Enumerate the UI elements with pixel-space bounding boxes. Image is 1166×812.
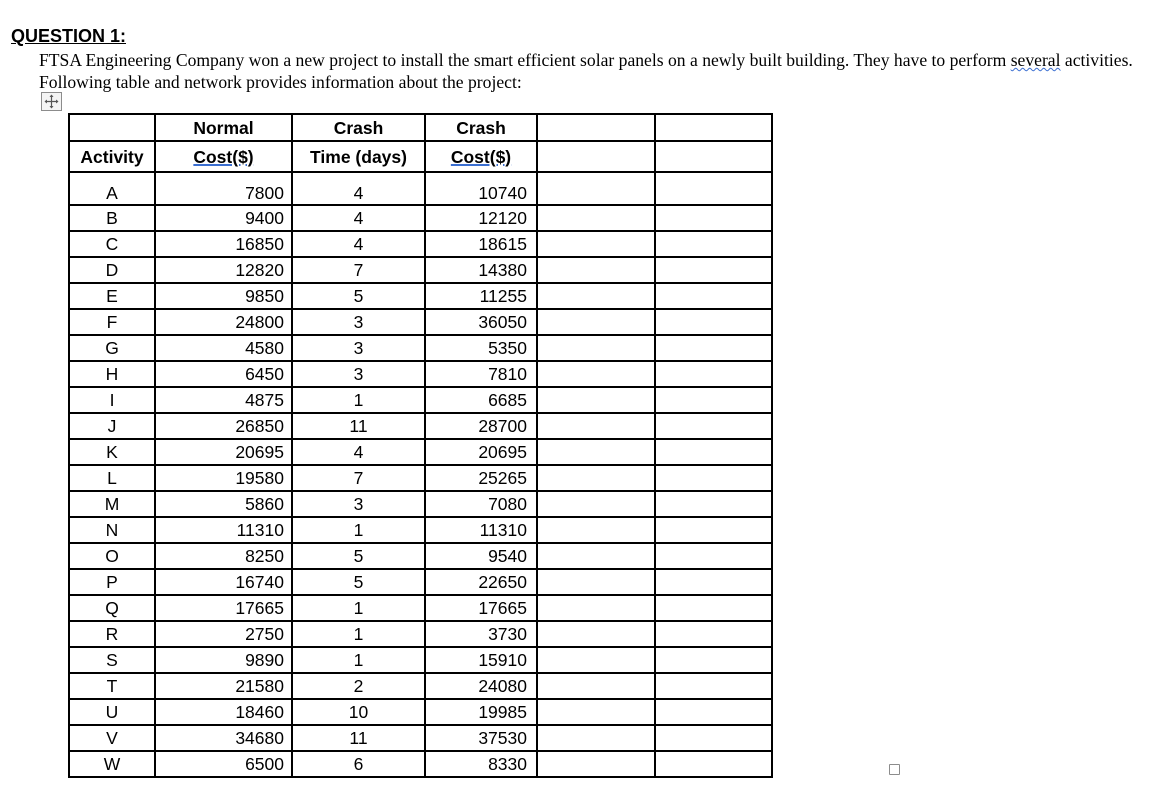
crash-time-cell: 1 — [292, 517, 425, 543]
header-crash-cost-label — [425, 141, 537, 172]
empty-cell — [537, 595, 655, 621]
table-row — [69, 439, 772, 465]
crash-cost-cell: 8330 — [425, 751, 537, 777]
empty-cell — [537, 517, 655, 543]
normal-cost-label: Cost($) — [193, 146, 254, 167]
crash-cost-cell: 12120 — [425, 205, 537, 231]
move-arrows-icon — [44, 94, 59, 109]
empty-cell — [655, 387, 772, 413]
question-text-part2: activities. Following table and network provides information about the project: — [39, 50, 1133, 92]
activity-cell: W — [69, 751, 155, 777]
empty-cell — [655, 751, 772, 777]
empty-cell — [537, 647, 655, 673]
crash-time-cell: 11 — [292, 725, 425, 751]
crash-time-cell: 5 — [292, 543, 425, 569]
empty-cell — [655, 172, 772, 205]
empty-cell — [655, 257, 772, 283]
crash-time-cell: 4 — [292, 439, 425, 465]
table-row — [69, 172, 772, 205]
normal-cost-cell: 19580 — [155, 465, 292, 491]
empty-cell — [537, 309, 655, 335]
normal-cost-cell: 16850 — [155, 231, 292, 257]
header-crash-cost: Crash — [425, 114, 537, 141]
activity-cell: G — [69, 335, 155, 361]
activity-cell: T — [69, 673, 155, 699]
table-row — [69, 257, 772, 283]
crash-cost-cell: 9540 — [425, 543, 537, 569]
activity-cell: P — [69, 569, 155, 595]
crash-cost-cell: 18615 — [425, 231, 537, 257]
normal-cost-cell: 16740 — [155, 569, 292, 595]
crash-cost-cell: 11310 — [425, 517, 537, 543]
crash-time-cell: 7 — [292, 257, 425, 283]
normal-cost-cell: 8250 — [155, 543, 292, 569]
activity-cell: L — [69, 465, 155, 491]
normal-cost-cell: 9400 — [155, 205, 292, 231]
table-row — [69, 543, 772, 569]
empty-cell — [537, 491, 655, 517]
crash-time-cell: 3 — [292, 361, 425, 387]
empty-cell — [537, 283, 655, 309]
empty-cell — [655, 439, 772, 465]
crash-cost-cell: 22650 — [425, 569, 537, 595]
empty-cell — [537, 673, 655, 699]
activity-cell: C — [69, 231, 155, 257]
normal-cost-cell: 20695 — [155, 439, 292, 465]
header-empty-col6 — [655, 114, 772, 141]
activity-cell: N — [69, 517, 155, 543]
header-normal: Normal — [155, 114, 292, 141]
table-row — [69, 387, 772, 413]
normal-cost-cell: 12820 — [155, 257, 292, 283]
normal-cost-cell: 4875 — [155, 387, 292, 413]
table-row — [69, 673, 772, 699]
header-row-2 — [69, 141, 772, 172]
empty-cell — [655, 699, 772, 725]
crash-time-cell: 4 — [292, 172, 425, 205]
empty-cell — [655, 543, 772, 569]
crash-time-cell: 4 — [292, 231, 425, 257]
table-row — [69, 491, 772, 517]
activity-cell: K — [69, 439, 155, 465]
crash-cost-cell: 3730 — [425, 621, 537, 647]
activity-cell: S — [69, 647, 155, 673]
header-normal-cost — [155, 141, 292, 172]
normal-cost-cell: 34680 — [155, 725, 292, 751]
header-empty-col6 — [655, 141, 772, 172]
question-title: QUESTION 1: — [11, 26, 127, 46]
empty-cell — [537, 543, 655, 569]
empty-cell — [537, 439, 655, 465]
crash-time-cell: 10 — [292, 699, 425, 725]
table-row — [69, 699, 772, 725]
empty-cell — [655, 205, 772, 231]
table-row — [69, 231, 772, 257]
table-row — [69, 413, 772, 439]
activity-cell: F — [69, 309, 155, 335]
empty-cell — [655, 465, 772, 491]
empty-cell — [537, 725, 655, 751]
activity-cell: D — [69, 257, 155, 283]
activity-cell: E — [69, 283, 155, 309]
normal-cost-cell: 6500 — [155, 751, 292, 777]
table-row — [69, 361, 772, 387]
crash-time-cell: 1 — [292, 387, 425, 413]
crash-cost-label: Cost($) — [450, 146, 512, 167]
crash-cost-cell: 7810 — [425, 361, 537, 387]
crash-time-cell: 4 — [292, 205, 425, 231]
crash-time-cell: 1 — [292, 595, 425, 621]
empty-cell — [655, 361, 772, 387]
empty-cell — [655, 621, 772, 647]
empty-cell — [537, 465, 655, 491]
activity-cell: A — [69, 172, 155, 205]
empty-cell — [655, 413, 772, 439]
activity-cell: U — [69, 699, 155, 725]
crash-time-cell: 11 — [292, 413, 425, 439]
empty-cell — [655, 517, 772, 543]
table-row — [69, 595, 772, 621]
empty-cell — [537, 257, 655, 283]
empty-cell — [655, 647, 772, 673]
empty-cell — [655, 569, 772, 595]
table-row — [69, 725, 772, 751]
crash-time-cell: 5 — [292, 283, 425, 309]
crash-cost-cell: 14380 — [425, 257, 537, 283]
question-text — [39, 49, 1154, 93]
table-resize-handle-icon[interactable] — [889, 764, 900, 775]
crash-cost-cell: 5350 — [425, 335, 537, 361]
header-empty-col5 — [537, 141, 655, 172]
empty-cell — [537, 361, 655, 387]
normal-cost-cell: 6450 — [155, 361, 292, 387]
empty-cell — [655, 309, 772, 335]
normal-cost-cell: 11310 — [155, 517, 292, 543]
normal-cost-cell: 24800 — [155, 309, 292, 335]
activity-cell: I — [69, 387, 155, 413]
crash-cost-cell: 36050 — [425, 309, 537, 335]
normal-cost-cell: 9890 — [155, 647, 292, 673]
header-empty-col5 — [537, 114, 655, 141]
crash-cost-cell: 6685 — [425, 387, 537, 413]
crash-time-cell: 1 — [292, 621, 425, 647]
table-row — [69, 621, 772, 647]
empty-cell — [537, 569, 655, 595]
activity-cell: V — [69, 725, 155, 751]
crash-cost-cell: 20695 — [425, 439, 537, 465]
crash-time-cell: 2 — [292, 673, 425, 699]
empty-cell — [537, 621, 655, 647]
crash-time-cell: 6 — [292, 751, 425, 777]
empty-cell — [537, 335, 655, 361]
activity-cell: B — [69, 205, 155, 231]
crash-time-cell: 7 — [292, 465, 425, 491]
activity-cell: J — [69, 413, 155, 439]
crash-cost-cell: 37530 — [425, 725, 537, 751]
normal-cost-cell: 17665 — [155, 595, 292, 621]
empty-cell — [537, 413, 655, 439]
empty-cell — [655, 231, 772, 257]
normal-cost-cell: 21580 — [155, 673, 292, 699]
header-crash-time: Crash — [292, 114, 425, 141]
crash-time-cell: 3 — [292, 335, 425, 361]
normal-cost-cell: 18460 — [155, 699, 292, 725]
table-row — [69, 309, 772, 335]
empty-cell — [655, 283, 772, 309]
table-row — [69, 517, 772, 543]
empty-cell — [655, 595, 772, 621]
spellcheck-word[interactable]: several — [1010, 50, 1061, 70]
empty-cell — [537, 231, 655, 257]
activity-cell: H — [69, 361, 155, 387]
crash-time-cell: 5 — [292, 569, 425, 595]
empty-cell — [655, 335, 772, 361]
empty-cell — [655, 725, 772, 751]
crash-time-cell: 3 — [292, 309, 425, 335]
table-row — [69, 751, 772, 777]
activity-cell: R — [69, 621, 155, 647]
crash-cost-cell: 25265 — [425, 465, 537, 491]
crash-cost-cell: 24080 — [425, 673, 537, 699]
normal-cost-cell: 4580 — [155, 335, 292, 361]
header-row-1 — [69, 114, 772, 141]
empty-cell — [537, 751, 655, 777]
table-row — [69, 465, 772, 491]
empty-cell — [537, 172, 655, 205]
crash-time-cell: 3 — [292, 491, 425, 517]
crash-time-cell: 1 — [292, 647, 425, 673]
normal-cost-cell: 26850 — [155, 413, 292, 439]
empty-cell — [537, 205, 655, 231]
crash-cost-cell: 17665 — [425, 595, 537, 621]
normal-cost-cell: 7800 — [155, 172, 292, 205]
header-cell — [69, 114, 155, 141]
crash-cost-cell: 11255 — [425, 283, 537, 309]
crash-cost-cell: 28700 — [425, 413, 537, 439]
table-row — [69, 205, 772, 231]
normal-cost-cell: 5860 — [155, 491, 292, 517]
header-time-days: Time (days) — [292, 141, 425, 172]
table-row — [69, 569, 772, 595]
normal-cost-cell: 2750 — [155, 621, 292, 647]
activity-cell: O — [69, 543, 155, 569]
table-move-handle-icon[interactable] — [41, 92, 62, 111]
table-row — [69, 283, 772, 309]
header-activity: Activity — [69, 141, 155, 172]
crash-cost-cell: 19985 — [425, 699, 537, 725]
empty-cell — [537, 387, 655, 413]
crash-cost-cell: 10740 — [425, 172, 537, 205]
activity-cell: Q — [69, 595, 155, 621]
table-row — [69, 335, 772, 361]
crash-cost-cell: 7080 — [425, 491, 537, 517]
empty-cell — [655, 673, 772, 699]
activity-cell: M — [69, 491, 155, 517]
empty-cell — [655, 491, 772, 517]
table-row — [69, 647, 772, 673]
normal-cost-cell: 9850 — [155, 283, 292, 309]
project-table — [68, 113, 773, 778]
question-text-part1: FTSA Engineering Company won a new project to install the smart efficient solar panels on a newly built building. They have to perform — [39, 50, 1011, 70]
empty-cell — [537, 699, 655, 725]
crash-cost-cell: 15910 — [425, 647, 537, 673]
